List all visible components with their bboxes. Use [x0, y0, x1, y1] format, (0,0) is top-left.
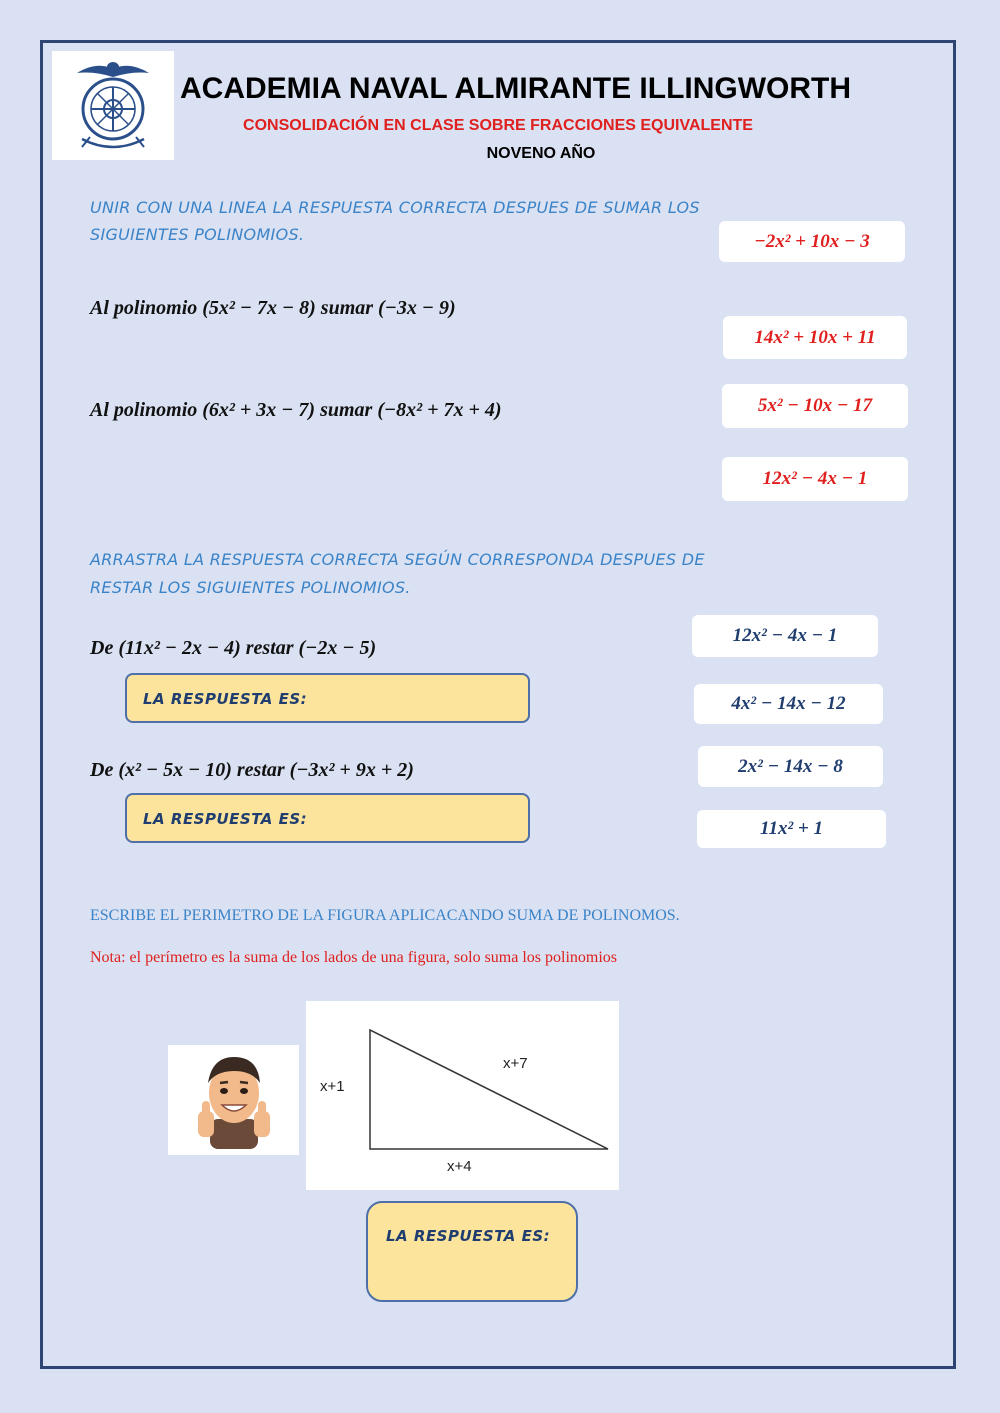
- triangle-figure: [306, 1001, 619, 1190]
- thumbs-up-face-icon: [168, 1045, 299, 1155]
- sum-option-4[interactable]: 12x² − 4x − 1: [722, 457, 908, 501]
- drag-option-4[interactable]: 11x² + 1: [697, 810, 886, 848]
- drag-option-3[interactable]: 2x² − 14x − 8: [698, 746, 883, 787]
- triangle-side-hypotenuse: x+7: [503, 1055, 528, 1072]
- answer-label: LA RESPUESTA ES:: [143, 810, 308, 828]
- subtract-problem-2: De (x² − 5x − 10) restar (−3x² + 9x + 2): [90, 759, 414, 781]
- section1-instruction-line1: UNIR CON UNA LINEA LA RESPUESTA CORRECTA DESPUES DE SUMAR LOS: [90, 198, 700, 217]
- emoji-image: [168, 1045, 299, 1155]
- answer-dropzone-1[interactable]: [125, 673, 530, 723]
- perimeter-answer-box[interactable]: [366, 1201, 578, 1302]
- answer-dropzone-2[interactable]: [125, 793, 530, 843]
- answer-label: LA RESPUESTA ES:: [143, 690, 308, 708]
- sum-option-2[interactable]: 14x² + 10x + 11: [723, 316, 907, 359]
- academy-logo: [52, 51, 174, 160]
- section2-instruction-line1: ARRASTRA LA RESPUESTA CORRECTA SEGÚN CORRESPONDA DESPUES DE: [90, 550, 705, 569]
- triangle-side-bottom: x+4: [447, 1158, 472, 1175]
- sum-option-1[interactable]: −2x² + 10x − 3: [719, 221, 905, 262]
- section1-instruction-line2: SIGUIENTES POLINOMIOS.: [90, 225, 305, 244]
- page-title: ACADEMIA NAVAL ALMIRANTE ILLINGWORTH: [180, 72, 852, 105]
- perimeter-note: Nota: el perímetro es la suma de los lados de una figura, solo suma los polinomios: [90, 949, 618, 966]
- sum-problem-2: Al polinomio (6x² + 3x − 7) sumar (−8x² + 7x + 4): [90, 399, 502, 421]
- triangle-side-left: x+1: [320, 1078, 345, 1095]
- grade-label: NOVENO AÑO: [486, 145, 596, 162]
- triangle-shape: [370, 1030, 608, 1149]
- sum-option-3[interactable]: 5x² − 10x − 17: [722, 384, 908, 428]
- answer-label: LA RESPUESTA ES:: [386, 1227, 551, 1245]
- sum-problem-1: Al polinomio (5x² − 7x − 8) sumar (−3x − 9): [90, 297, 456, 319]
- drag-option-2[interactable]: 4x² − 14x − 12: [694, 684, 883, 724]
- drag-option-1[interactable]: 12x² − 4x − 1: [692, 615, 878, 657]
- section2-instruction-line2: RESTAR LOS SIGUIENTES POLINOMIOS.: [90, 578, 411, 597]
- naval-academy-emblem-icon: [52, 51, 174, 160]
- page-subtitle: CONSOLIDACIÓN EN CLASE SOBRE FRACCIONES EQUIVALENTE: [243, 117, 753, 134]
- section3-instruction: ESCRIBE EL PERIMETRO DE LA FIGURA APLICACANDO SUMA DE POLINOMOS.: [90, 907, 680, 924]
- subtract-problem-1: De (11x² − 2x − 4) restar (−2x − 5): [90, 637, 377, 659]
- right-triangle-diagram: [306, 1001, 619, 1190]
